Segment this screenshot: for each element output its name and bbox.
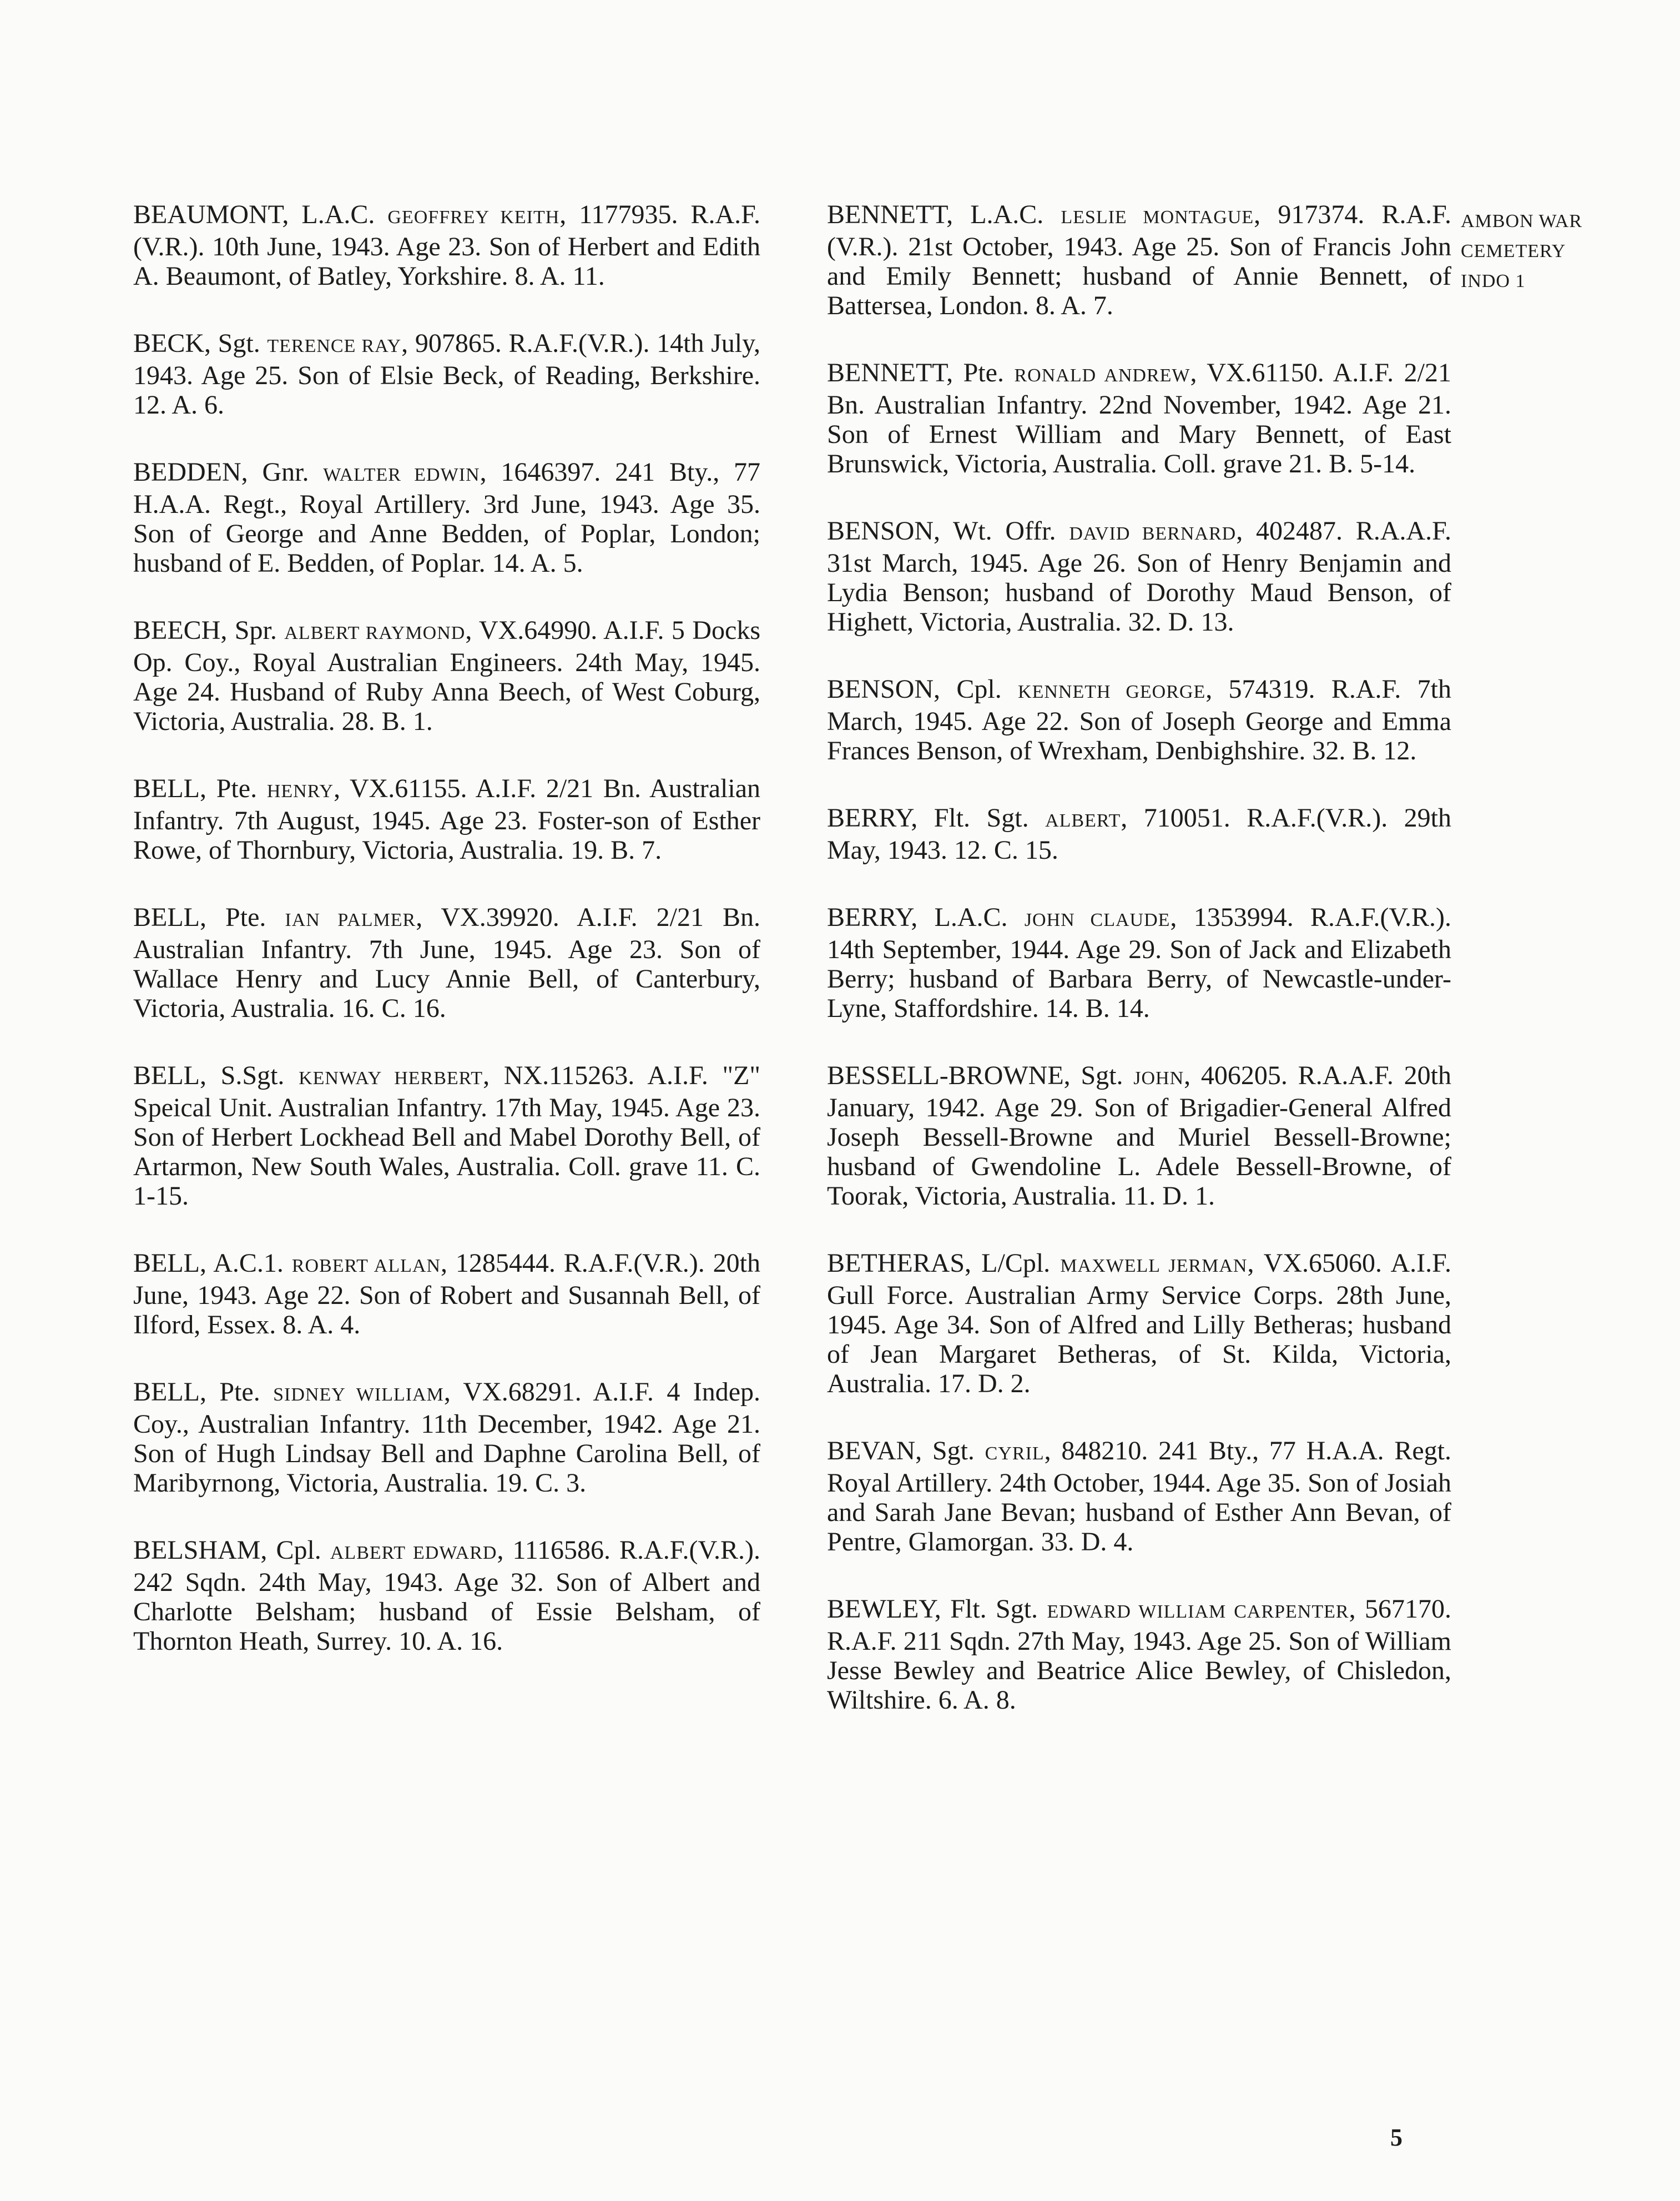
given-names: JOHN CLAUDE xyxy=(1024,910,1171,930)
details: , 406205. R.A.A.F. 20th January, 1942. Age 29. Son of Brigadier-General Alfred Joseph Bessell-Browne and Muriel Bessell-Browne; husband of Gwendoline L. Adele Bessell-Browne, of Toorak, Victoria, Australia. 11. D. 1. xyxy=(827,1061,1452,1211)
margin-note-line: AMBON WAR xyxy=(1461,211,1583,231)
surname: BELL, xyxy=(133,1248,206,1278)
rank: Cpl. xyxy=(956,674,1002,704)
entry xyxy=(827,1061,1451,1211)
details: , 1177935. R.A.F.(V.R.). 10th June, 1943. Age 23. Son of Herbert and Edith A. Beaumont, of Batley, Yorkshire. 8. A. 11. xyxy=(133,200,761,291)
given-names: LESLIE MONTAGUE xyxy=(1061,207,1254,228)
rank: L.A.C. xyxy=(301,200,375,229)
details: , VX.39920. A.I.F. 2/21 Bn. Australian Infantry. 7th June, 1945. Age 23. Son of Wallace Henry and Lucy Annie Bell, of Canterbury, Victoria, Australia. 16. C. 16. xyxy=(133,903,761,1023)
details: , NX.115263. A.I.F. "Z" Speical Unit. Australian Infantry. 17th May, 1945. Age 23. Son of Herbert Lockhead Bell and Mabel Dorothy Bell, of Artarmon, New South Wales, Australia. Coll. grave 11. C. 1-15. xyxy=(133,1061,761,1211)
rank: Sgt. xyxy=(932,1436,975,1465)
entry xyxy=(827,200,1451,320)
entry xyxy=(827,1436,1451,1557)
given-names: TERENCE RAY xyxy=(267,336,402,356)
given-names: DAVID BERNARD xyxy=(1069,523,1237,544)
given-names: KENWAY HERBERT xyxy=(299,1068,483,1089)
given-names: JOHN xyxy=(1133,1068,1184,1089)
rank: Spr. xyxy=(234,616,277,645)
given-names: ALBERT RAYMOND xyxy=(284,623,466,643)
rank: Wt. Offr. xyxy=(952,516,1056,546)
entry xyxy=(133,903,760,1023)
given-names: HENRY xyxy=(266,781,334,802)
entry xyxy=(827,674,1451,765)
surname: BEECH, xyxy=(133,616,228,645)
surname: BECK, xyxy=(133,329,211,358)
details: , VX.61155. A.I.F. 2/21 Bn. Australian Infantry. 7th August, 1945. Age 23. Foster-son of Esther Rowe, of Thornbury, Victoria, Australia. 19. B. 7. xyxy=(133,774,760,865)
given-names: ROBERT ALLAN xyxy=(291,1256,441,1276)
entry xyxy=(827,516,1451,637)
surname: BESSELL-BROWNE, xyxy=(827,1061,1071,1090)
surname: BENNETT, xyxy=(827,200,953,229)
entry xyxy=(133,329,760,420)
cemetery-margin-note xyxy=(1461,206,1582,296)
entry xyxy=(827,803,1451,865)
given-names: EDWARD WILLIAM CARPENTER xyxy=(1047,1601,1349,1622)
entry xyxy=(133,457,760,578)
surname: BELL, xyxy=(133,1061,206,1090)
details: , 848210. 241 Bty., 77 H.A.A. Regt. Royal Artillery. 24th October, 1944. Age 35. Son of Josiah and Sarah Jane Bevan; husband of Esther Ann Bevan, of Pentre, Glamorgan. 33. D. 4. xyxy=(827,1436,1452,1557)
surname: BENSON, xyxy=(827,674,941,704)
margin-note-line: INDO 1 xyxy=(1461,271,1526,291)
details: , 1646397. 241 Bty., 77 H.A.A. Regt., Royal Artillery. 3rd June, 1943. Age 35. Son of George and Anne Bedden, of Poplar, London; husband of E. Bedden, of Poplar. 14. A. 5. xyxy=(133,457,760,578)
surname: BENNETT, xyxy=(827,358,953,387)
details: , 574319. R.A.F. 7th March, 1945. Age 22. Son of Joseph George and Emma Frances Benson, of Wrexham, Denbighshire. 32. B. 12. xyxy=(827,674,1451,765)
rank: Pte. xyxy=(963,358,1004,387)
details: , VX.65060. A.I.F. Gull Force. Australian Army Service Corps. 28th June, 1945. Age 34. Son of Alfred and Lilly Betheras; husband of Jean Margaret Betheras, of St. Kilda, Victoria, Australia. 17. D. 2. xyxy=(827,1248,1452,1398)
given-names: ALBERT xyxy=(1045,810,1121,831)
details: , 1285444. R.A.F.(V.R.). 20th June, 1943. Age 22. Son of Robert and Susannah Bell, of Ilford, Essex. 8. A. 4. xyxy=(133,1248,760,1339)
details: , 710051. R.A.F.(V.R.). 29th May, 1943. 12. C. 15. xyxy=(827,803,1452,865)
given-names: CYRIL xyxy=(985,1443,1045,1464)
left-column xyxy=(133,200,760,1694)
details: , 1353994. R.A.F.(V.R.). 14th September, 1944. Age 29. Son of Jack and Elizabeth Berry; husband of Barbara Berry, of Newcastle-under-Lyne, Staffordshire. 14. B. 14. xyxy=(827,903,1452,1023)
entry xyxy=(827,358,1451,479)
rank: Flt. Sgt. xyxy=(934,803,1029,833)
entry xyxy=(133,200,760,291)
rank: Flt. Sgt. xyxy=(950,1594,1038,1624)
details: , VX.61150. A.I.F. 2/21 Bn. Australian Infantry. 22nd November, 1942. Age 21. Son of Ernest William and Mary Bennett, of East Brunswick, Victoria, Australia. Coll. grave 21. B. 5-14. xyxy=(827,358,1452,479)
surname: BELL, xyxy=(133,774,206,803)
surname: BETHERAS, xyxy=(827,1248,972,1278)
rank: L.A.C. xyxy=(970,200,1044,229)
details: , VX.64990. A.I.F. 5 Docks Op. Coy., Royal Australian Engineers. 24th May, 1945. Age 24. Husband of Ruby Anna Beech, of West Coburg, Victoria, Australia. 28. B. 1. xyxy=(133,616,761,736)
surname: BELL, xyxy=(133,903,206,932)
surname: BEWLEY, xyxy=(827,1594,941,1624)
details: , 917374. R.A.F.(V.R.). 21st October, 1943. Age 25. Son of Francis John and Emily Bennett; husband of Annie Bennett, of Battersea, London. 8. A. 7. xyxy=(827,200,1451,320)
given-names: MAXWELL JERMAN xyxy=(1060,1256,1248,1276)
given-names: SIDNEY WILLIAM xyxy=(273,1384,444,1405)
details: , 1116586. R.A.F.(V.R.). 242 Sqdn. 24th May, 1943. Age 32. Son of Albert and Charlotte Belsham; husband of Essie Belsham, of Thornton Heath, Surrey. 10. A. 16. xyxy=(133,1535,761,1656)
rank: Sgt. xyxy=(218,329,260,358)
surname: BEAUMONT, xyxy=(133,200,289,229)
entry xyxy=(133,1377,760,1498)
rank: Sgt. xyxy=(1081,1061,1123,1090)
given-names: RONALD ANDREW xyxy=(1014,365,1190,386)
details: , 567170. R.A.F. 211 Sqdn. 27th May, 1943. Age 25. Son of William Jesse Bewley and Beatrice Alice Bewley, of Chisledon, Wiltshire. 6. A. 8. xyxy=(827,1594,1452,1715)
given-names: KENNETH GEORGE xyxy=(1018,682,1206,702)
rank: Pte. xyxy=(219,1377,260,1407)
page-number: 5 xyxy=(1390,2124,1402,2151)
right-column xyxy=(827,200,1451,1752)
entry xyxy=(133,1248,760,1339)
surname: BERRY, xyxy=(827,803,918,833)
given-names: WALTER EDWIN xyxy=(323,465,480,485)
entry xyxy=(133,774,760,865)
entry xyxy=(827,1594,1451,1715)
entry xyxy=(827,903,1451,1023)
given-names: GEOFFREY KEITH xyxy=(387,207,560,228)
surname: BERRY, xyxy=(827,903,918,932)
given-names: ALBERT EDWARD xyxy=(330,1543,497,1563)
details: , VX.68291. A.I.F. 4 Indep. Coy., Australian Infantry. 11th December, 1942. Age 21. Son of Hugh Lindsay Bell and Daphne Carolina Bell, of Maribyrnong, Victoria, Australia. 19. C. 3. xyxy=(133,1377,760,1498)
margin-note-line: CEMETERY xyxy=(1461,241,1566,261)
surname: BELSHAM, xyxy=(133,1535,268,1565)
rank: Pte. xyxy=(225,903,266,932)
surname: BENSON, xyxy=(827,516,941,546)
entry xyxy=(133,1061,760,1211)
rank: S.Sgt. xyxy=(220,1061,285,1090)
details: , 402487. R.A.A.F. 31st March, 1945. Age 26. Son of Henry Benjamin and Lydia Benson; husband of Dorothy Maud Benson, of Highett, Victoria, Australia. 32. D. 13. xyxy=(827,516,1452,637)
details: , 907865. R.A.F.(V.R.). 14th July, 1943. Age 25. Son of Elsie Beck, of Reading, Berkshire. 12. A. 6. xyxy=(133,329,761,420)
given-names: IAN PALMER xyxy=(285,910,416,930)
rank: Pte. xyxy=(216,774,258,803)
surname: BEVAN, xyxy=(827,1436,922,1465)
surname: BELL, xyxy=(133,1377,206,1407)
rank: L/Cpl. xyxy=(981,1248,1051,1278)
entry xyxy=(133,616,760,736)
entry xyxy=(827,1248,1451,1398)
rank: A.C.1. xyxy=(213,1248,284,1278)
rank: Gnr. xyxy=(262,457,309,487)
surname: BEDDEN, xyxy=(133,457,248,487)
rank: Cpl. xyxy=(276,1535,321,1565)
entry xyxy=(133,1535,760,1656)
rank: L.A.C. xyxy=(934,903,1008,932)
